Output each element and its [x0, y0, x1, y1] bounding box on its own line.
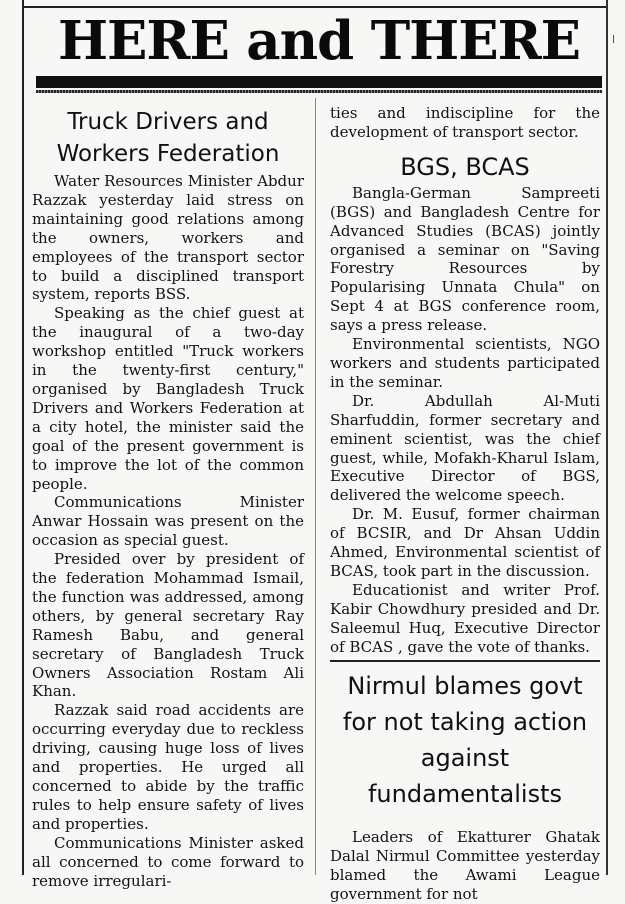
masthead-rule-thin: [36, 90, 602, 93]
story-paragraph: Water Resources Minister Abdur Razzak yesterday laid stress on maintaining good relations among the owners, workers and employees of the transport sector to build a disciplined transport system, reports BSS.: [32, 172, 304, 304]
right-column: [330, 104, 600, 904]
story-separator-rule: [330, 660, 600, 662]
story-paragraph: Dr. M. Eusuf, former chairman of BCSIR, and Dr Ahsan Uddin Ahmed, Environmental scientist of BCAS, took part in the discussion.: [330, 505, 600, 580]
right-border-rule: [606, 0, 608, 875]
story-paragraph: Razzak said road accidents are occurring everyday due to reckless driving, causing huge loss of lives and properties. He urged all concerned to abide by the traffic rules to help ensure safety of lives and properties.: [32, 701, 304, 833]
column-divider: [315, 98, 316, 875]
story-paragraph: Presided over by president of the federation Mohammad Ismail, the function was addressed, among others, by general secretary Ray Ramesh Babu, and general secretary of Bangladesh Truck Owners Association Rostam Ali Khan.: [32, 550, 304, 701]
story-paragraph: Communications Minister Anwar Hossain was present on the occasion as special guest.: [32, 493, 304, 550]
story-paragraph: Communications Minister asked all concerned to come forward to remove irregulari-: [32, 833, 304, 890]
registration-mark: ǀ: [612, 33, 616, 46]
masthead-title: HERE and THERE: [57, 10, 581, 72]
story-paragraph: Educationist and writer Prof. Kabir Chowdhury presided and Dr. Saleemul Huq, Executive Director of BCAS , gave the vote of thanks.: [330, 580, 600, 656]
story-headline-nirmul: Nirmul blames govt for not taking action against fundamentalists: [342, 672, 588, 809]
story-paragraph: Dr. Abdullah Al-Muti Sharfuddin, former secretary and eminent scientist, was the chief guest, while, Mofakh-Kharul Islam, Executive Director of BGS, delivered the welcome speech.: [330, 391, 600, 505]
story-continuation: ties and indiscipline for the development of transport sector.: [330, 104, 600, 141]
left-column: [32, 106, 304, 890]
story-paragraph: Bangla-German Sampreeti (BGS) and Bangladesh Centre for Advanced Studies (BCAS) jointly organised a seminar on "Saving Forestry Resources by Popularising Unnata Chula" on Sept 4 at BGS conference room, says a press release.: [330, 183, 600, 335]
story-headline-truck: Truck Drivers and Workers Federation: [56, 109, 280, 167]
story-headline-bgs: BGS, BCAS: [400, 152, 530, 181]
story-paragraph: Speaking as the chief guest at the inaugural of a two-day workshop entitled "Truck workers in the twenty-first century," organised by Bangladesh Truck Drivers and Workers Federation at a city hotel, the minister said the goal of the present government is to improve the lot of the common people.: [32, 304, 304, 493]
left-border-rule: [22, 0, 24, 875]
masthead-rule: [36, 76, 602, 88]
story-paragraph: Leaders of Ekatturer Ghatak Dalal Nirmul Committee yesterday blamed the Awami League government for not: [330, 828, 600, 904]
story-paragraph: Environmental scientists, NGO workers and students participated in the seminar.: [330, 335, 600, 391]
